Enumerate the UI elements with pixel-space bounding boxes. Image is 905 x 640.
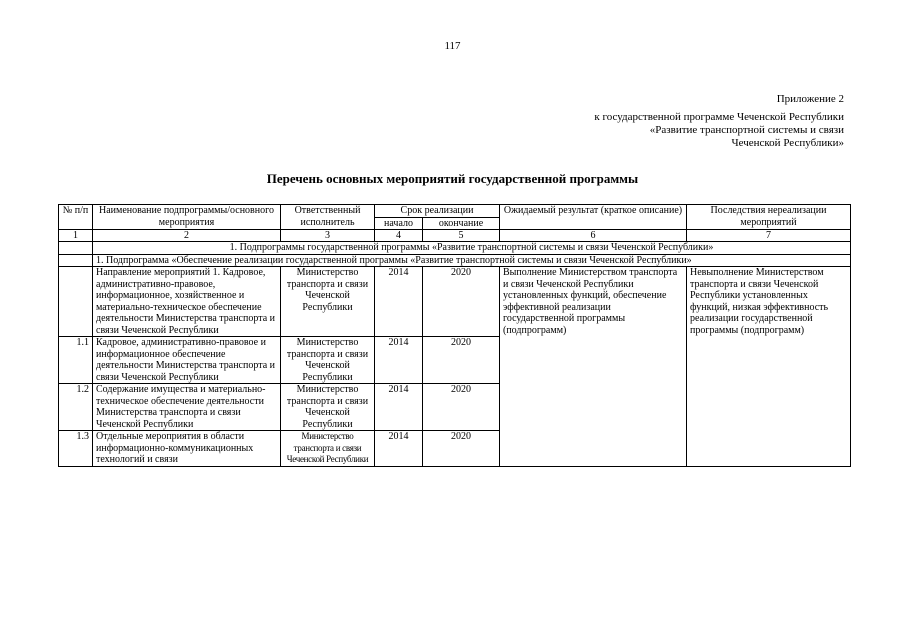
row-name: Отдельные мероприятия в области информационно-коммуникационных технологий и связи	[93, 431, 281, 467]
header-end: окончание	[423, 217, 500, 230]
row-end: 2020	[423, 384, 500, 431]
appendix-line-1: Приложение 2	[776, 93, 844, 105]
row-name: Содержание имущества и материально-техническое обеспечение деятельности Министерства транспорта и связи Чеченской Республики	[93, 384, 281, 431]
header-consequences: Последствия нереализации мероприятий	[687, 205, 851, 230]
column-number: 4	[375, 230, 423, 242]
subprogram-row	[59, 254, 851, 267]
row-result: Выполнение Министерством транспорта и связи Чеченской Республики установленных функций, обеспечение эффективной реализации государственной программы (подпрограмм)	[500, 267, 687, 467]
row-num: 1.2	[59, 384, 93, 431]
header-row	[59, 205, 851, 218]
column-number-row	[59, 230, 851, 242]
header-name: Наименование подпрограммы/основного мероприятия	[93, 205, 281, 230]
header-num: № п/п	[59, 205, 93, 230]
row-start: 2014	[375, 384, 423, 431]
column-number: 2	[93, 230, 281, 242]
row-end: 2020	[423, 337, 500, 384]
appendix-line-4: Чеченской Республики»	[731, 137, 844, 149]
appendix-line-2: к государственной программе Чеченской Республики	[594, 111, 844, 123]
row-num	[59, 267, 93, 337]
section-row	[59, 242, 851, 255]
row-responsible: Министерство транспорта и связи Чеченской Республики	[281, 337, 375, 384]
table-row	[59, 267, 851, 337]
subprogram-title: 1. Подпрограмма «Обеспечение реализации государственной программы «Развитие транспортной системы и связи Чеченской Республики»	[93, 254, 851, 267]
column-number: 7	[687, 230, 851, 242]
row-num: 1.1	[59, 337, 93, 384]
column-number: 3	[281, 230, 375, 242]
header-start: начало	[375, 217, 423, 230]
column-number: 6	[500, 230, 687, 242]
appendix-line-3: «Развитие транспортной системы и связи	[649, 124, 844, 136]
section-title: 1. Подпрограммы государственной программы «Развитие транспортной системы и связи Чеченской Республики»	[93, 242, 851, 255]
header-result: Ожидаемый результат (краткое описание)	[500, 205, 687, 230]
row-responsible: Министерство транспорта и связи Чеченской Республики	[281, 431, 375, 467]
row-name: Направление мероприятий 1. Кадровое, административно-правовое, информационное, хозяйственное и материально-техническое обеспечение деятельности Министерства транспорта и связи Чеченской Республики	[93, 267, 281, 337]
column-number: 5	[423, 230, 500, 242]
row-start: 2014	[375, 431, 423, 467]
document-title: Перечень основных мероприятий государственной программы	[266, 171, 639, 186]
row-num: 1.3	[59, 431, 93, 467]
row-consequences: Невыполнение Министерством транспорта и связи Чеченской Республики установленных функций, низкая эффективность реализации государственной программы (подпрограмм)	[687, 267, 851, 467]
row-name: Кадровое, административно-правовое и информационное обеспечение деятельности Министерства транспорта и связи Чеченской Республики	[93, 337, 281, 384]
row-responsible: Министерство транспорта и связи Чеченской Республики	[281, 384, 375, 431]
column-number: 1	[59, 230, 93, 242]
header-term: Срок реализации	[375, 205, 500, 218]
row-end: 2020	[423, 267, 500, 337]
header-responsible: Ответственный исполнитель	[281, 205, 375, 230]
row-responsible: Министерство транспорта и связи Чеченской Республики	[281, 267, 375, 337]
page-number: 117	[444, 40, 461, 52]
row-end: 2020	[423, 431, 500, 467]
row-start: 2014	[375, 337, 423, 384]
row-start: 2014	[375, 267, 423, 337]
measures-table	[58, 204, 851, 467]
appendix-block	[594, 93, 844, 150]
